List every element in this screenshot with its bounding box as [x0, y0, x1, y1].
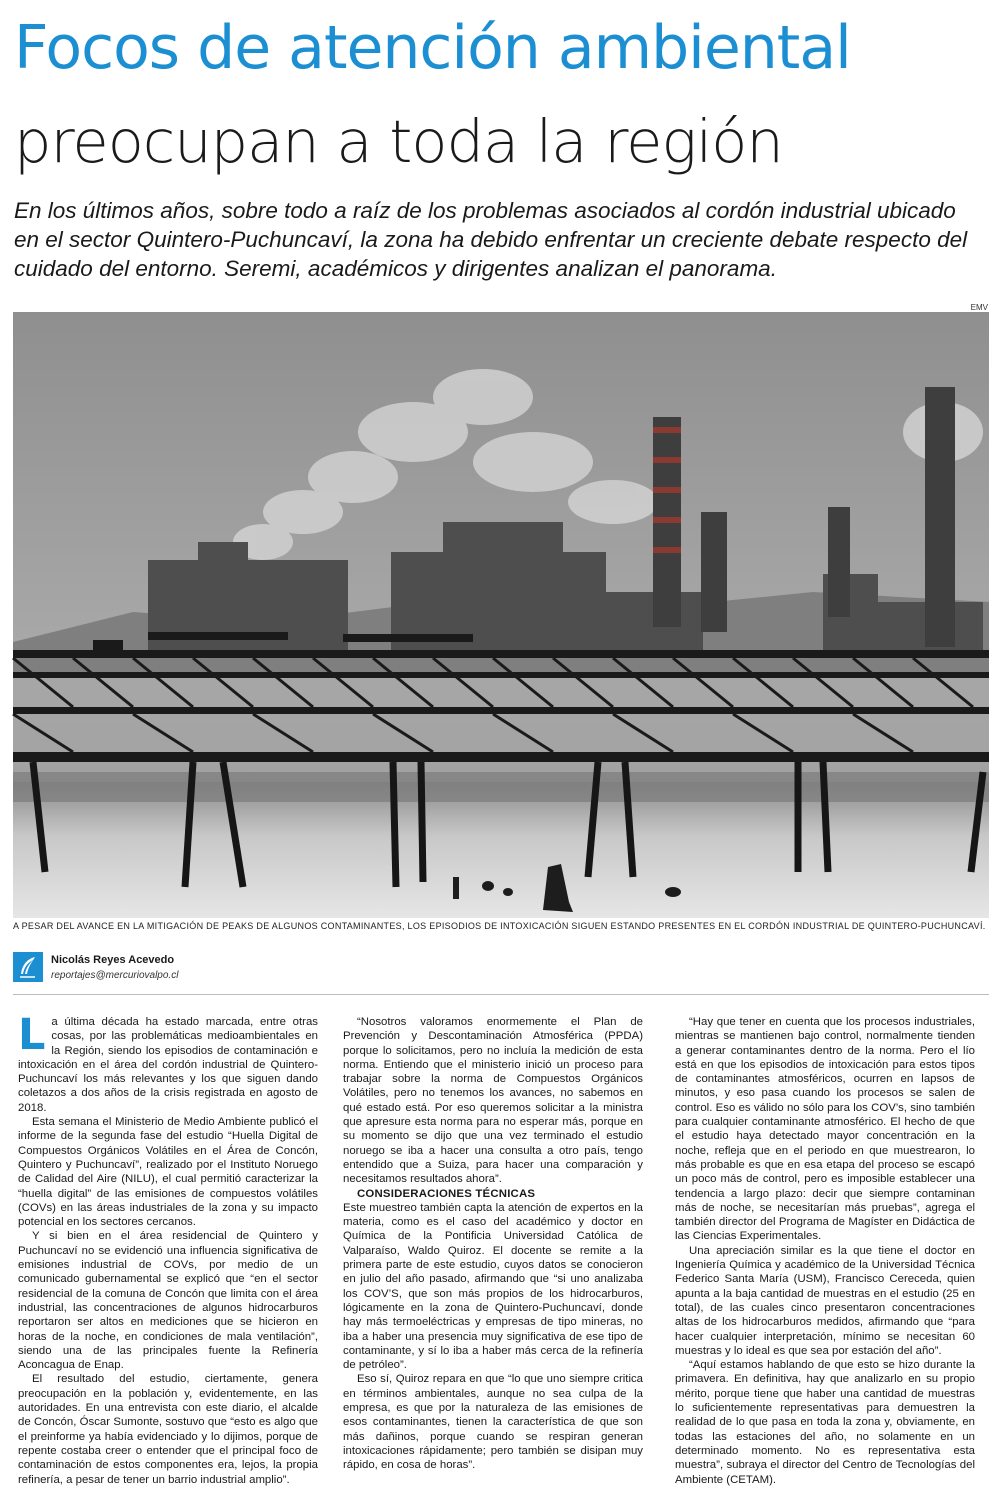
article-column-1 — [18, 1010, 318, 1486]
byline — [13, 950, 179, 986]
article-paragraph: Eso sí, Quiroz repara en que “lo que uno siempre critica en términos ambientales, aunque no sea culpa de la empresa, es que por la naturaleza de las emisiones de esos contaminantes, tienen la característica de que son más dañinos, porque cuando se respiran generan intoxicaciones rápidamente; pero también se disipan muy rápido, en cosa de horas”. — [343, 1373, 643, 1472]
byline-divider — [13, 994, 989, 995]
dropcap: L — [18, 1010, 46, 1060]
headline-line-1: Focos de atención ambiental — [14, 13, 851, 83]
article-column-3 — [675, 1015, 975, 1486]
article-paragraph: Esta semana el Ministerio de Medio Ambiente publicó el informe de la segunda fase del estudio “Huella Digital de Compuestos Orgánicos Volátiles en el Área de Concón, Quintero y Puchuncaví”, realizado por el Instituto Noruego de Calidad del Aire (NILU), el cual permitió caracterizar la “huella digital” de las emisiones de compuestos volátiles (COVs) en las áreas industriales de la zona y su impacto potencial en los sectores cercanos. — [18, 1116, 318, 1229]
article-paragraph: “Nosotros valoramos enormemente el Plan de Prevención y Descontaminación Atmosférica (PPDA) porque lo solicitamos, pero no incluía la medición de esta norma. Entiendo que el ministerio inició un proceso para trabajar sobre la norma de Compuestos Orgánicos Volátiles, pero no tenemos los avances, no sabemos en qué estado está. Por eso queremos solicitar a la ministra que apresure esta norma para no esperar más, porque en su momento se dijo que una vez terminado el estudio noruego se iba a hacer una consulta a otro país, tengo entendido que a Suiza, para hacer una comparación y necesitamos resultados ahora”. — [343, 1016, 643, 1186]
author-name: Nicolás Reyes Acevedo — [51, 954, 175, 966]
article-paragraph: La última década ha estado marcada, entre otras cosas, por las problemáticas medioambientales en la Región, siendo los episodios de contaminación e intoxicación en el área del cordón industrial de Quintero-Puchuncaví los más relevantes y los que siguen dando coletazos a dos años de la crisis registrada en agosto de 2018. — [18, 1010, 318, 1114]
section-subhead: CONSIDERACIONES TÉCNICAS — [357, 1187, 536, 1200]
article-paragraph: Una apreciación similar es la que tiene el doctor en Ingeniería Química y académico de la Universidad Técnica Federico Santa María (USM), Francisco Cereceda, quien apunta a la baja cantidad de muestras en el estudio (25 en total), de las cuales cinco presentaron concentraciones altas de los hidrocarburos medidos, afirmando que “para hacer cualquier interpretación, mínimo se necesitan 60 muestras y lo ideal es que sea por estación del año”. — [675, 1244, 975, 1357]
article-paragraph: Este muestreo también capta la atención de expertos en la materia, como es el caso del académico y doctor en Química de la Pontificia Universidad Católica de Valparaíso, Waldo Quiroz. El docente se remite a la primera parte de este estudio, cuyos datos se conocieron en julio del año pasado, afirmando que “si uno analizaba los COV’S, que son más propios de los hidrocarburos, lógicamente en la zona de Quintero-Puchuncaví, donde hay más termoeléctricas y empresas de tipo mineras, no iba a haber una presencia muy significativa de ese tipo de contaminante, y sí lo iba a haber más cerca de la refinería de petróleo”. — [343, 1201, 643, 1372]
feather-pen-icon — [13, 952, 43, 982]
industrial-pier-photo — [13, 312, 989, 918]
article-paragraph: “Aquí estamos hablando de que esto se hizo durante la primavera. En definitiva, hay que analizarlo en su propio mérito, porque tiene que haber una cantidad de muestras lo suficientemente representativas para demuestren la realidad de lo que pasa en toda la zona y, obviamente, en todas las estaciones del año, no solamente en un determinado momento. No es representativa esta muestra”, subraya el director del Centro de Tecnologías del Ambiente (CETAM). — [675, 1359, 975, 1486]
photo-credit: EMV — [970, 303, 988, 312]
headline-line-2: preocupan a toda la región — [14, 107, 783, 176]
article-column-2 — [343, 1015, 643, 1472]
article-paragraph: “Hay que tener en cuenta que los procesos industriales, mientras se mantienen bajo control, normalmente tienden a generar contaminantes dentro de la norma. Pero el lío está en que los episodios de intoxicación para estos tipos de contaminantes atmosféricos, ocurren en lapsos de minutos, y eso pasa cuando los procesos se salen de control. Eso es válido no sólo para los COV’s, sino también para cualquier contaminante atmosférico. El hecho de que el estudio haya detectado mayor concentración en la noche, refleja que en el periodo en que muestrearon, lo más probable es que en esa etapa del proceso se escapó un poco más de control, pero es imposible establecer una tendencia a largo plazo: decir que siempre contaminan más de noche, se necesitarían más pruebas”, agrega el también director del Programa de Magíster en Didáctica de las Ciencias Experimentales. — [675, 1016, 975, 1243]
photo-caption: A PESAR DEL AVANCE EN LA MITIGACIÓN DE PEAKS DE ALGUNOS CONTAMINANTES, LOS EPISODIOS DE INTOXICACIÓN SIGUEN ESTANDO PRESENTES EN EL CORDÓN INDUSTRIAL DE QUINTERO-PUCHUNCAVÍ. — [13, 921, 986, 931]
lede-paragraph: En los últimos años, sobre todo a raíz de los problemas asociados al cordón industrial ubicado en el sector Quintero-Puchuncaví, la zona ha debido enfrentar un creciente debate respecto del cuidado del entorno. Seremi, académicos y dirigentes analizan el panorama. — [14, 198, 968, 281]
author-email[interactable]: reportajes@mercuriovalpo.cl — [51, 970, 179, 981]
article-paragraph: Y si bien en el área residencial de Quintero y Puchuncaví no se evidenció una influencia significativa de emisiones industrial de COVs, por medio de un comunicado gubernamental se explicó que “en el sector residencial de la comuna de Concón que limita con el área industrial, las concentraciones de algunos hidrocarburos reportaron ser altos en mediciones que se hicieron en horas de la noche, en condiciones de mala ventilación”, siendo una de las principales fuente la Refinería Aconcagua de Enap. — [18, 1230, 318, 1372]
article-paragraph: El resultado del estudio, ciertamente, genera preocupación en la población y, evidentemente, en las autoridades. En una entrevista con este diario, el alcalde de Concón, Óscar Sumonte, sostuvo que “esto es algo que el preinforme ya había evidenciado y lo dijimos, porque de repente costaba creer o entender que el principal foco de contaminación de estos componentes era, lejos, la propia refinería, a pesar de tener un barrio industrial amplio”. — [18, 1373, 318, 1486]
